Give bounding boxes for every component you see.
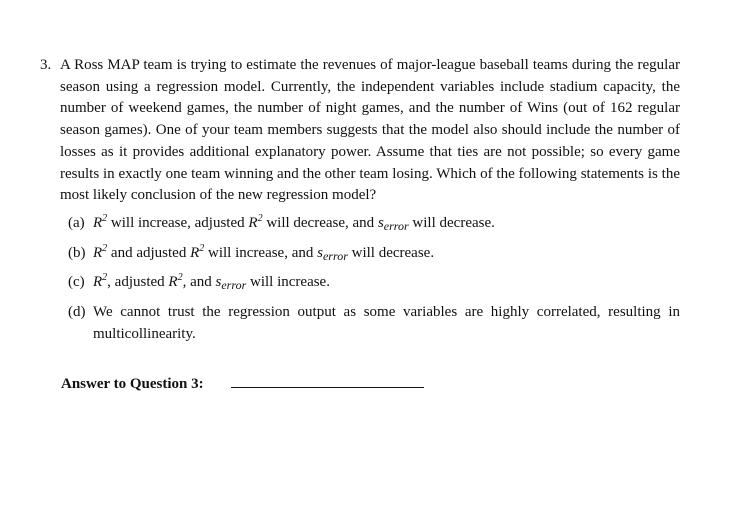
option-b-text-2: will increase, and	[204, 244, 318, 261]
question-number: 3.	[40, 57, 52, 73]
option-d-label: (d)	[68, 304, 86, 321]
r-squared: $R^2$	[93, 212, 108, 231]
s-error: $s_{error}$	[377, 214, 409, 233]
option-c-text-3: will increase.	[246, 274, 330, 291]
option-a-label: (a)	[68, 214, 85, 231]
option-c-label: (c)	[68, 274, 85, 291]
option-a-text-1: will increase, adjusted	[107, 214, 249, 231]
option-a-text-2: will decrease, and	[262, 214, 378, 231]
answer-label: Answer to Question 3:	[61, 376, 204, 392]
r-squared: $R^2$	[93, 242, 108, 261]
adjusted-r-squared: $R^2$	[248, 212, 263, 231]
question-text: A Ross MAP team is trying to estimate the revenues of major-league baseball teams during the regular season using a regression model. Currently, the independent variables include stadium capacity, the number of weekend games, the number of night games, and the number of Wins (out of 162 regular season games). One of your team members suggests that the model also should include the number of losses as it provides additional explanatory power. Assume that ties are not possible; so every game results in exactly one team winning and the other team losing. Which of the following statements is the most likely conclusion of the new regression model?	[60, 57, 680, 204]
option-b-text-3: will decrease.	[347, 244, 435, 261]
question-3	[40, 55, 680, 350]
options-list	[68, 213, 680, 346]
option-b-text-1: and adjusted	[107, 244, 191, 261]
option-b-label: (b)	[68, 244, 86, 261]
option-c-text-1: , adjusted	[107, 274, 169, 291]
option-d-text: We cannot trust the regression output as some variables are highly correlated, resulting in multicollinearity.	[93, 304, 680, 342]
option-a-text-3: will decrease.	[408, 214, 495, 231]
option-b[interactable]	[68, 243, 680, 268]
option-d[interactable]	[68, 302, 680, 345]
answer-blank-line[interactable]	[231, 387, 424, 388]
s-error: $s_{error}$	[317, 244, 348, 263]
r-squared: $R^2$	[93, 272, 108, 291]
adjusted-r-squared: $R^2$	[190, 242, 205, 261]
option-c-text-2: , and	[182, 274, 216, 291]
s-error: $s_{error}$	[215, 274, 247, 293]
option-a[interactable]	[68, 213, 680, 238]
adjusted-r-squared: $R^2$	[168, 272, 183, 291]
option-c[interactable]	[68, 272, 680, 297]
